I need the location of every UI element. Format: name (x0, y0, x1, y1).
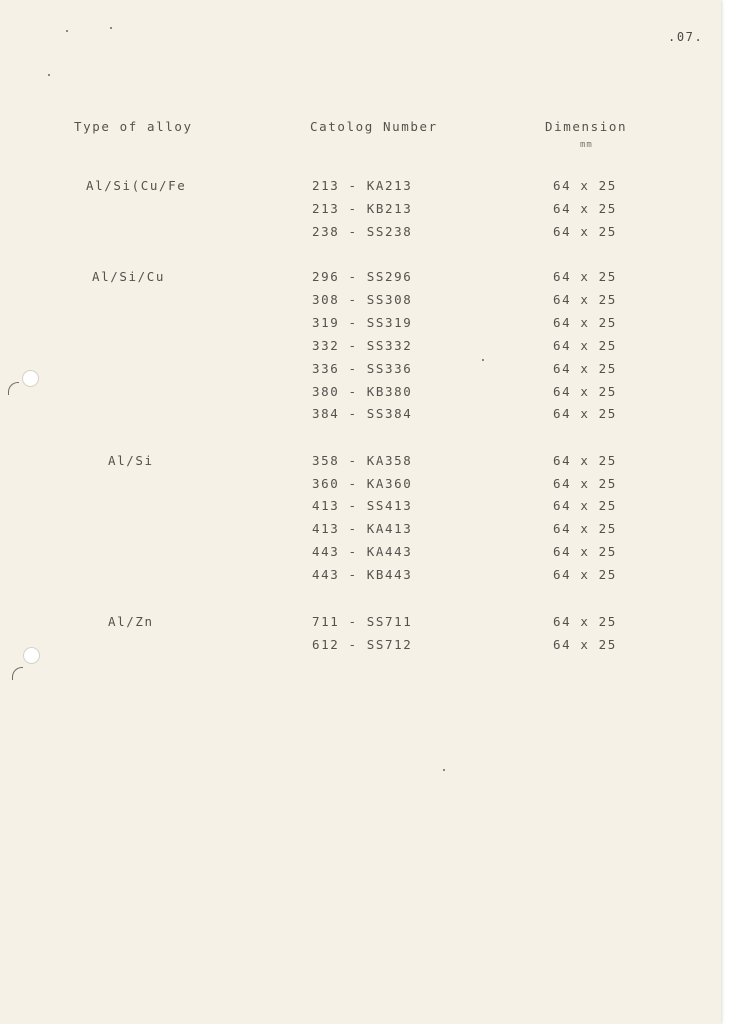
catalog-number: 413 - KA413 (312, 521, 413, 536)
header-alloy-type: Type of alloy (74, 119, 193, 134)
paper-speck (482, 359, 484, 361)
dimension-value: 64 x 25 (553, 269, 617, 284)
dimension-value: 64 x 25 (553, 361, 617, 376)
catalog-number: 443 - KB443 (312, 567, 413, 582)
catalog-number: 296 - SS296 (312, 269, 413, 284)
page-number: .07. (668, 30, 704, 44)
catalog-number: 319 - SS319 (312, 315, 413, 330)
dimension-value: 64 x 25 (553, 338, 617, 353)
paper-speck (66, 30, 68, 32)
dimension-value: 64 x 25 (553, 544, 617, 559)
catalog-number: 213 - KB213 (312, 201, 413, 216)
dimension-value: 64 x 25 (553, 637, 617, 652)
catalog-number: 380 - KB380 (312, 384, 413, 399)
alloy-type-label: Al/Si (108, 453, 154, 468)
catalog-number: 360 - KA360 (312, 476, 413, 491)
dimension-value: 64 x 25 (553, 384, 617, 399)
catalog-number: 336 - SS336 (312, 361, 413, 376)
punch-hole-tear (8, 382, 19, 395)
catalog-number: 213 - KA213 (312, 178, 413, 193)
dimension-value: 64 x 25 (553, 476, 617, 491)
dimension-value: 64 x 25 (553, 178, 617, 193)
paper-speck (48, 74, 50, 76)
dimension-value: 64 x 25 (553, 453, 617, 468)
catalog-number: 443 - KA443 (312, 544, 413, 559)
dimension-value: 64 x 25 (553, 406, 617, 421)
dimension-value: 64 x 25 (553, 567, 617, 582)
dimension-value: 64 x 25 (553, 201, 617, 216)
header-catalog-number: Catolog Number (310, 119, 438, 134)
catalog-number: 308 - SS308 (312, 292, 413, 307)
catalog-number: 413 - SS413 (312, 498, 413, 513)
punch-hole-tear (12, 667, 23, 680)
dimension-value: 64 x 25 (553, 498, 617, 513)
punch-hole (22, 370, 39, 387)
catalog-number: 238 - SS238 (312, 224, 413, 239)
alloy-type-label: Al/Si/Cu (92, 269, 166, 284)
dimension-value: 64 x 25 (553, 224, 617, 239)
dimension-value: 64 x 25 (553, 614, 617, 629)
dimension-value: 64 x 25 (553, 315, 617, 330)
paper-speck (443, 769, 445, 771)
catalog-number: 332 - SS332 (312, 338, 413, 353)
catalog-number: 358 - KA358 (312, 453, 413, 468)
catalog-number: 384 - SS384 (312, 406, 413, 421)
header-dimension-unit: mm (580, 140, 593, 150)
paper-speck (110, 27, 112, 29)
catalog-number: 612 - SS712 (312, 637, 413, 652)
dimension-value: 64 x 25 (553, 292, 617, 307)
header-dimension: Dimension (545, 119, 628, 134)
alloy-type-label: Al/Si(Cu/Fe (86, 178, 187, 193)
dimension-value: 64 x 25 (553, 521, 617, 536)
catalog-number: 711 - SS711 (312, 614, 413, 629)
alloy-type-label: Al/Zn (108, 614, 154, 629)
punch-hole (23, 647, 40, 664)
